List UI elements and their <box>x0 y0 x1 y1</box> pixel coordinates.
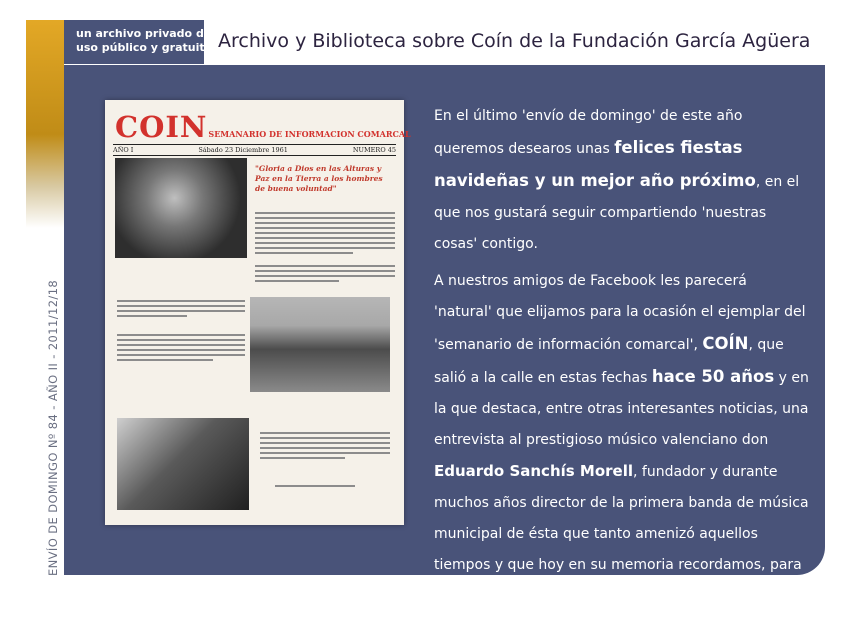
newspaper-dateline <box>113 144 396 156</box>
highlight-eduardo-sanchis-morell: Eduardo Sanchís Morell <box>434 462 633 480</box>
newspaper-clipping <box>105 100 411 525</box>
article-text-block-1 <box>255 212 395 257</box>
highlight-coin: COÍN <box>702 334 749 353</box>
gold-accent-bar <box>26 20 64 228</box>
factory-photo <box>117 418 249 510</box>
article-text-block-2 <box>255 265 395 285</box>
masthead-title: COIN <box>115 110 208 144</box>
masthead-subtitle: SEMANARIO DE INFORMACION COMARCAL <box>208 129 411 139</box>
football-team-photo <box>250 297 390 392</box>
article-text-block-5 <box>260 432 390 462</box>
issue-side-label: ENVÍO DE DOMINGO Nº 84 - AÑO II - 2011/12/18 <box>46 279 60 576</box>
highlight-felices-fiestas: felices fiestas navideñas y un mejor año próximo <box>434 138 756 190</box>
paragraph-1-text-a: En el último 'envío de domingo' de este año queremos desearos unas <box>434 108 743 157</box>
issue-date: Sábado 23 Diciembre 1961 <box>198 146 288 154</box>
paragraph-2 <box>434 266 809 612</box>
newspaper-quote: "Gloria a Dios en las Alturas y Paz en la Tierra a los hombres de buena voluntad" <box>255 164 383 193</box>
tagline-line-2: uso público y gratuito <box>76 41 213 54</box>
paragraph-2-text-c: , que salió a la calle en estas fechas <box>434 337 784 386</box>
paragraph-1-text-c: , en el que nos gustará seguir compartiendo 'nuestras cosas' contigo. <box>434 174 800 252</box>
tagline <box>76 27 212 55</box>
article-text <box>434 101 809 618</box>
article-text-block-4 <box>117 334 245 364</box>
paragraph-2-text-g: , fundador y durante muchos años director de la primera banda de música municipal de ésta que tanto amenizó aquellos tiempos y que hoy en su memoria recordamos, para despedir el año a bombo y platillo… <box>434 464 809 604</box>
highlight-hace-50-anos: hace 50 años <box>651 367 775 386</box>
nativity-illustration <box>115 158 247 258</box>
page-title: Archivo y Biblioteca sobre Coín de la Fundación García Agüera <box>218 30 811 52</box>
article-text-block-3 <box>117 300 245 320</box>
newspaper-masthead <box>115 110 411 144</box>
paragraph-1 <box>434 101 809 260</box>
tagline-line-1: un archivo privado de <box>76 27 212 40</box>
article-text-block-6 <box>275 485 355 490</box>
paragraph-2-text-a: A nuestros amigos de Facebook les parecerá 'natural' que elijamos para la ocasión el ejemplar del 'semanario de información comarcal', <box>434 273 806 353</box>
paragraph-2-text-e: y en la que destaca, entre otras interesantes noticias, una entrevista al prestigioso músico valenciano don <box>434 370 809 448</box>
issue-number: NUMERO 45 <box>352 146 396 154</box>
issue-year: AÑO I <box>113 146 134 154</box>
